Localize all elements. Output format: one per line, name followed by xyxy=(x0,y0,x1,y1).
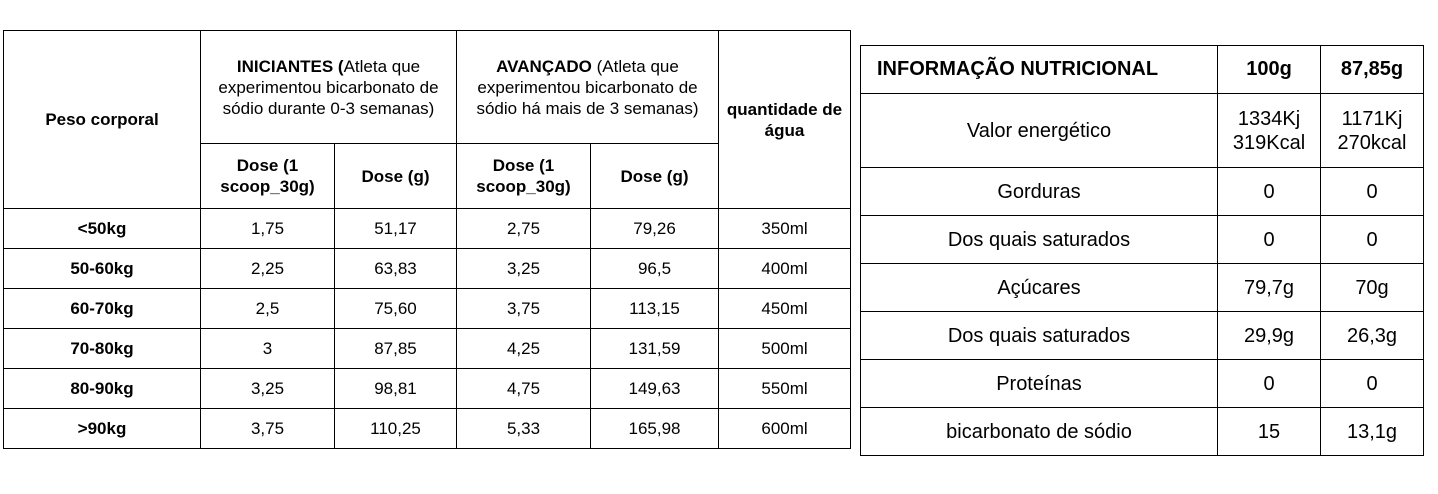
table-row xyxy=(861,312,1424,360)
nutrient-label: bicarbonato de sódio xyxy=(861,408,1218,456)
weight-cell: 80-90kg xyxy=(4,369,201,409)
energy-kj-serving: 1171Kj xyxy=(1341,107,1403,130)
nutrient-label: Dos quais saturados xyxy=(861,216,1218,264)
nutrient-value-100g: 0 xyxy=(1218,216,1321,264)
header-beginners-desc: Atleta que experimentou bicarbonato de sódio durante 0-3 semanas) xyxy=(218,56,439,118)
weight-cell: >90kg xyxy=(4,409,201,449)
subheader-advanced-grams: Dose (g) xyxy=(591,144,719,209)
beginner-grams-cell: 63,83 xyxy=(335,249,457,289)
table-row xyxy=(4,289,851,329)
advanced-scoop-cell: 2,75 xyxy=(457,209,591,249)
nutrient-value-serving: 0 xyxy=(1321,360,1424,408)
beginner-scoop-cell: 1,75 xyxy=(201,209,335,249)
table-row xyxy=(861,168,1424,216)
header-100g: 100g xyxy=(1218,46,1321,94)
beginner-grams-cell: 87,85 xyxy=(335,329,457,369)
subheader-beginner-scoop: Dose (1 scoop_30g) xyxy=(201,144,335,209)
weight-cell: 60-70kg xyxy=(4,289,201,329)
advanced-scoop-cell: 4,25 xyxy=(457,329,591,369)
advanced-grams-cell: 96,5 xyxy=(591,249,719,289)
beginner-grams-cell: 75,60 xyxy=(335,289,457,329)
beginner-grams-cell: 110,25 xyxy=(335,409,457,449)
header-advanced-bold: AVANÇADO xyxy=(496,56,592,76)
table-row xyxy=(4,369,851,409)
water-cell: 350ml xyxy=(719,209,851,249)
nutrient-value-serving: 13,1g xyxy=(1321,408,1424,456)
energy-kj-100g: 1334Kj xyxy=(1237,107,1301,130)
advanced-grams-cell: 149,63 xyxy=(591,369,719,409)
weight-cell: <50kg xyxy=(4,209,201,249)
table-row xyxy=(861,264,1424,312)
header-serving: 87,85g xyxy=(1321,46,1424,94)
subheader-beginner-grams: Dose (g) xyxy=(335,144,457,209)
nutrition-header-row xyxy=(861,46,1424,94)
advanced-grams-cell: 131,59 xyxy=(591,329,719,369)
advanced-scoop-cell: 4,75 xyxy=(457,369,591,409)
nutrition-title: INFORMAÇÃO NUTRICIONAL xyxy=(861,46,1218,94)
beginner-scoop-cell: 3 xyxy=(201,329,335,369)
water-cell: 450ml xyxy=(719,289,851,329)
beginner-scoop-cell: 3,75 xyxy=(201,409,335,449)
table-row xyxy=(4,409,851,449)
energy-kcal-100g: 319Kcal xyxy=(1232,131,1306,154)
dosing-header-row xyxy=(4,31,851,144)
beginner-grams-cell: 98,81 xyxy=(335,369,457,409)
nutrient-value-serving: 26,3g xyxy=(1321,312,1424,360)
header-advanced xyxy=(457,31,719,144)
nutrient-label: Gorduras xyxy=(861,168,1218,216)
table-row xyxy=(861,360,1424,408)
nutrient-value-100g: 0 xyxy=(1218,168,1321,216)
water-cell: 550ml xyxy=(719,369,851,409)
nutrient-value-serving: 0 xyxy=(1321,168,1424,216)
advanced-scoop-cell: 3,25 xyxy=(457,249,591,289)
nutrient-value-100g: 0 xyxy=(1218,360,1321,408)
advanced-scoop-cell: 3,75 xyxy=(457,289,591,329)
header-water: quantidade de água xyxy=(719,31,851,209)
nutrition-table xyxy=(860,45,1424,456)
advanced-scoop-cell: 5,33 xyxy=(457,409,591,449)
table-row xyxy=(4,329,851,369)
beginner-scoop-cell: 2,25 xyxy=(201,249,335,289)
energy-kcal-serving: 270kcal xyxy=(1337,131,1407,154)
nutrient-label: Proteínas xyxy=(861,360,1218,408)
nutrient-label: Dos quais saturados xyxy=(861,312,1218,360)
water-cell: 500ml xyxy=(719,329,851,369)
advanced-grams-cell: 113,15 xyxy=(591,289,719,329)
header-advanced-desc: (Atleta que experimentou bicarbonato de sódio há mais de 3 semanas) xyxy=(476,56,699,118)
table-row xyxy=(861,408,1424,456)
water-cell: 400ml xyxy=(719,249,851,289)
nutrient-value-100g xyxy=(1218,94,1321,168)
table-row xyxy=(861,94,1424,168)
subheader-advanced-scoop: Dose (1 scoop_30g) xyxy=(457,144,591,209)
table-row xyxy=(861,216,1424,264)
header-beginners xyxy=(201,31,457,144)
header-weight: Peso corporal xyxy=(4,31,201,209)
advanced-grams-cell: 79,26 xyxy=(591,209,719,249)
nutrient-value-serving xyxy=(1321,94,1424,168)
weight-cell: 70-80kg xyxy=(4,329,201,369)
beginner-scoop-cell: 3,25 xyxy=(201,369,335,409)
nutrient-value-serving: 70g xyxy=(1321,264,1424,312)
table-row xyxy=(4,249,851,289)
nutrient-value-serving: 0 xyxy=(1321,216,1424,264)
water-cell: 600ml xyxy=(719,409,851,449)
header-beginners-bold: INICIANTES ( xyxy=(236,56,344,76)
nutrient-value-100g: 79,7g xyxy=(1218,264,1321,312)
nutrient-label: Açúcares xyxy=(861,264,1218,312)
dosing-table xyxy=(3,30,851,449)
weight-cell: 50-60kg xyxy=(4,249,201,289)
beginner-scoop-cell: 2,5 xyxy=(201,289,335,329)
nutrient-label: Valor energético xyxy=(861,94,1218,168)
table-row xyxy=(4,209,851,249)
nutrient-value-100g: 29,9g xyxy=(1218,312,1321,360)
advanced-grams-cell: 165,98 xyxy=(591,409,719,449)
nutrient-value-100g: 15 xyxy=(1218,408,1321,456)
beginner-grams-cell: 51,17 xyxy=(335,209,457,249)
